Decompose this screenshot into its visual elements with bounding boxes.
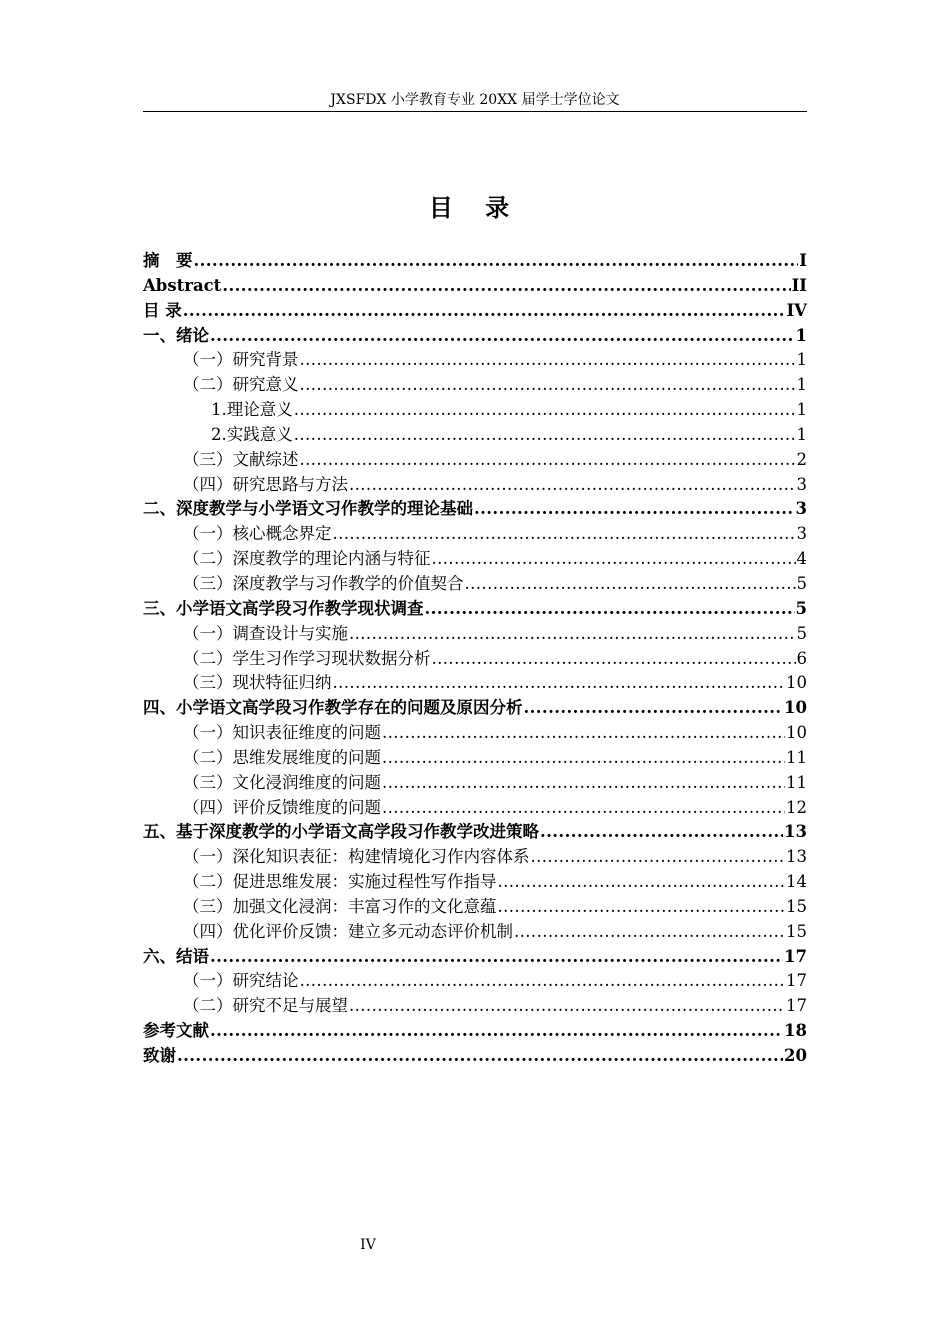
toc-entry-page: 1 xyxy=(796,400,807,420)
toc-entry[interactable] xyxy=(143,721,807,746)
toc-entry-label: （二）研究意义 xyxy=(183,375,299,395)
toc-entry-label: 四、小学语文高学段习作教学存在的问题及原因分析 xyxy=(143,698,523,718)
toc-dot-leader xyxy=(300,373,796,398)
toc-entry-page: 6 xyxy=(796,648,807,668)
toc-entry[interactable] xyxy=(143,870,807,895)
toc-entry[interactable] xyxy=(143,895,807,920)
toc-entry-label: 2.实践意义 xyxy=(211,424,293,444)
toc-entry-label: Abstract xyxy=(143,275,222,295)
toc-entry-page: 5 xyxy=(796,573,807,593)
toc-entry-label: （二）思维发展维度的问题 xyxy=(183,747,381,767)
toc-entry[interactable] xyxy=(143,547,807,572)
toc-entry[interactable] xyxy=(143,348,807,373)
toc-dot-leader xyxy=(382,771,785,796)
toc-entry-page: 17 xyxy=(784,946,807,966)
toc-entry-label: （二）促进思维发展：实施过程性写作指导 xyxy=(183,872,497,892)
toc-entry-label: （二）深度教学的理论内涵与特征 xyxy=(183,549,431,569)
toc-dot-leader xyxy=(349,622,796,647)
toc-entry[interactable] xyxy=(143,299,807,324)
toc-entry-page: II xyxy=(791,275,807,295)
toc-entry[interactable] xyxy=(143,497,807,522)
toc-dot-leader xyxy=(300,448,796,473)
toc-dot-leader xyxy=(177,1044,783,1069)
toc-dot-leader xyxy=(514,920,785,945)
toc-entry-page: 20 xyxy=(784,1046,807,1065)
toc-dot-leader xyxy=(382,721,785,746)
toc-dot-leader xyxy=(210,1019,783,1044)
toc-entry[interactable] xyxy=(143,597,807,622)
toc-dot-leader xyxy=(531,845,786,870)
toc-dot-leader xyxy=(498,895,786,920)
toc-dot-leader xyxy=(474,497,795,522)
toc-entry[interactable] xyxy=(143,473,807,498)
toc-entry[interactable] xyxy=(143,572,807,597)
toc-entry-label: 五、基于深度教学的小学语文高学段习作教学改进策略 xyxy=(143,822,539,842)
toc-entry-page: 13 xyxy=(786,847,807,867)
toc-entry-label: （一）深化知识表征：构建情境化习作内容体系 xyxy=(183,847,530,867)
toc-title: 目 录 xyxy=(428,194,522,222)
toc-entry-page: 15 xyxy=(786,896,807,916)
toc-entry-label: （二）学生习作学习现状数据分析 xyxy=(183,648,431,668)
toc-dot-leader xyxy=(300,348,796,373)
toc-entry-label: （四）评价反馈维度的问题 xyxy=(183,797,381,817)
toc-dot-leader xyxy=(465,572,796,597)
toc-entry-label: 致谢 xyxy=(143,1046,176,1065)
toc-entry-page: 18 xyxy=(784,1021,807,1041)
toc-entry-page: 13 xyxy=(784,822,807,842)
toc-dot-leader xyxy=(349,994,785,1019)
toc-entry-label: 六、结语 xyxy=(143,946,209,966)
toc-dot-leader xyxy=(540,820,783,845)
toc-entry-page: 14 xyxy=(786,872,807,892)
toc-entry-label: （三）现状特征归纳 xyxy=(183,673,332,693)
toc-entry-page: 5 xyxy=(795,598,807,618)
toc-entry-page: 2 xyxy=(796,449,807,469)
header-rule xyxy=(143,111,807,112)
toc-entry[interactable] xyxy=(143,746,807,771)
toc-entry-page: 3 xyxy=(796,524,807,544)
toc-entry[interactable] xyxy=(143,845,807,870)
toc-entry-page: 1 xyxy=(796,375,807,395)
toc-entry-label: 目 录 xyxy=(143,300,182,320)
toc-entry-label: （三）加强文化浸润：丰富习作的文化意蕴 xyxy=(183,896,497,916)
toc-dot-leader xyxy=(382,746,785,771)
toc-entry-label: 参考文献 xyxy=(143,1021,209,1041)
toc-entry[interactable] xyxy=(143,1019,807,1044)
toc-entry-page: 11 xyxy=(786,772,807,792)
toc-dot-leader xyxy=(210,945,783,970)
toc-entry-page: 11 xyxy=(786,747,807,767)
page-number: IV xyxy=(360,1237,376,1253)
toc-entry[interactable] xyxy=(143,522,807,547)
toc-dot-leader xyxy=(210,324,795,349)
toc-entry[interactable] xyxy=(143,622,807,647)
toc-entry-label: （三）文化浸润维度的问题 xyxy=(183,772,381,792)
toc-dot-leader xyxy=(333,671,786,696)
toc-entry-page: 4 xyxy=(796,549,807,569)
toc-entry-label: 一、绪论 xyxy=(143,325,209,345)
toc-entry[interactable] xyxy=(143,324,807,349)
toc-dot-leader xyxy=(382,796,785,821)
toc-entry-page: 15 xyxy=(786,921,807,941)
toc-dot-leader xyxy=(294,423,796,448)
toc-dot-leader xyxy=(294,398,796,423)
toc-entry-label: （三）深度教学与习作教学的价值契合 xyxy=(183,573,464,593)
toc-entry-page: 10 xyxy=(786,723,807,743)
toc-entry-label: （四）研究思路与方法 xyxy=(183,474,348,494)
toc-entry-label: 二、深度教学与小学语文习作教学的理论基础 xyxy=(143,499,473,519)
toc-entry[interactable] xyxy=(143,671,807,696)
toc-dot-leader xyxy=(194,249,799,274)
toc-entry[interactable] xyxy=(143,796,807,821)
toc-entry[interactable] xyxy=(143,398,807,423)
toc-entry[interactable] xyxy=(143,647,807,672)
toc-entry[interactable] xyxy=(143,945,807,970)
toc-entry-label: （一）调查设计与实施 xyxy=(183,623,348,643)
toc-entry[interactable] xyxy=(143,448,807,473)
toc-entry-page: 1 xyxy=(796,350,807,370)
toc-entry-page: 5 xyxy=(796,623,807,643)
toc-entry-page: I xyxy=(799,251,807,270)
toc-entry-page: 1 xyxy=(795,325,807,345)
toc-entry-label: （一）核心概念界定 xyxy=(183,524,332,544)
toc-entry[interactable] xyxy=(143,920,807,945)
toc-entry-page: 1 xyxy=(796,424,807,444)
toc-entry-label: 1.理论意义 xyxy=(211,400,293,420)
toc-entry[interactable] xyxy=(143,373,807,398)
toc-entry[interactable] xyxy=(143,969,807,994)
toc-entry-label: 摘 要 xyxy=(143,251,193,270)
toc-entry-label: （一）知识表征维度的问题 xyxy=(183,723,381,743)
toc-dot-leader xyxy=(183,299,786,324)
toc-entry-label: 三、小学语文高学段习作教学现状调查 xyxy=(143,598,424,618)
toc-entry-label: （一）研究背景 xyxy=(183,350,299,370)
toc-entry[interactable] xyxy=(143,994,807,1019)
toc-dot-leader xyxy=(222,274,790,299)
toc-entry-label: （二）研究不足与展望 xyxy=(183,996,348,1016)
table-of-contents xyxy=(143,249,807,1069)
toc-entry-label: （四）优化评价反馈：建立多元动态评价机制 xyxy=(183,921,513,941)
toc-entry[interactable] xyxy=(143,696,807,721)
toc-entry-page: IV xyxy=(786,300,807,320)
toc-entry[interactable] xyxy=(143,249,807,274)
toc-entry-label: （一）研究结论 xyxy=(183,971,299,991)
toc-dot-leader xyxy=(432,647,796,672)
toc-dot-leader xyxy=(300,969,786,994)
running-header: JXSFDX 小学教育专业 20XX 届学士学位论文 xyxy=(330,92,620,108)
toc-entry-page: 17 xyxy=(786,996,807,1016)
toc-dot-leader xyxy=(432,547,796,572)
toc-dot-leader xyxy=(425,597,795,622)
toc-entry-page: 12 xyxy=(786,797,807,817)
toc-dot-leader xyxy=(524,696,784,721)
toc-entry[interactable] xyxy=(143,771,807,796)
toc-dot-leader xyxy=(498,870,786,895)
toc-entry[interactable] xyxy=(143,274,807,299)
toc-entry-page: 17 xyxy=(786,971,807,991)
toc-entry[interactable] xyxy=(143,1044,807,1069)
toc-entry-label: （三）文献综述 xyxy=(183,449,299,469)
toc-entry[interactable] xyxy=(143,820,807,845)
toc-dot-leader xyxy=(333,522,796,547)
toc-entry-page: 10 xyxy=(784,698,807,718)
toc-entry-page: 3 xyxy=(796,474,807,494)
toc-entry[interactable] xyxy=(143,423,807,448)
toc-dot-leader xyxy=(349,473,796,498)
toc-entry-page: 10 xyxy=(786,673,807,693)
toc-entry-page: 3 xyxy=(795,499,807,519)
